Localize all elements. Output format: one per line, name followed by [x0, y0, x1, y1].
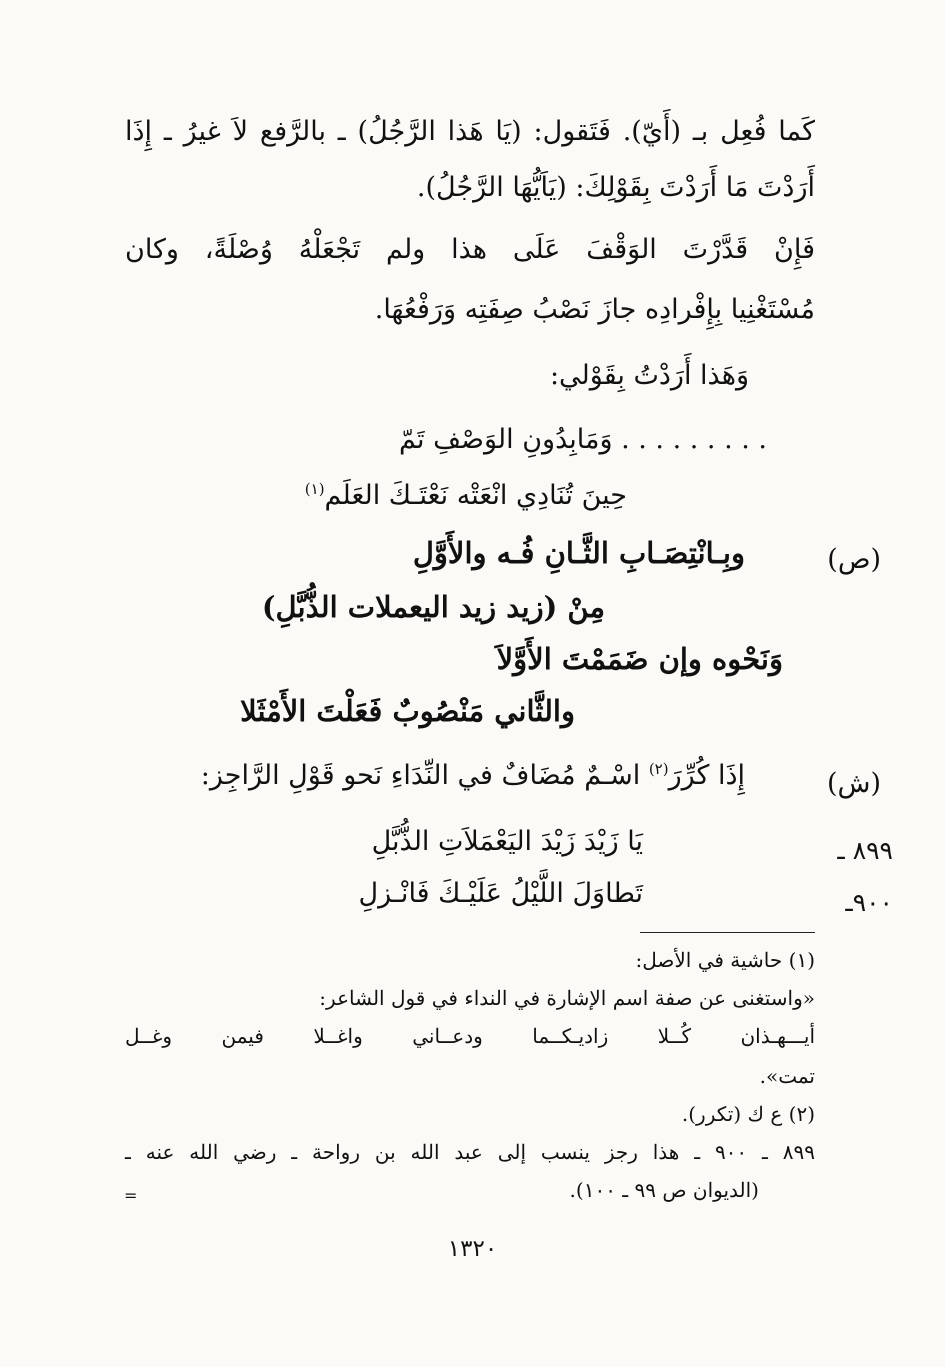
page-number: ١٣٢٠ [447, 1236, 498, 1262]
footnote-1-line-1: «واستغنى عن صفة اسم الإشارة في النداء في قول الشاعر: [319, 986, 815, 1010]
footnote-ref-2: (٢) [648, 760, 669, 778]
footnote-1-end: تمت». [759, 1064, 815, 1088]
quoted-verse-second [305, 480, 627, 511]
sharh-line-1 [201, 760, 745, 791]
paragraph-1-line-1: كَما فُعِل بـ (أَيّ). فَتَقول: (يَا هَذا الرَّجُلُ) ـ بالرَّفع لاَ غيرُ ـ إِذَا [125, 116, 815, 147]
sharh-text-b: اسْـمٌ مُضَافٌ في النِّدَاءِ نَحو قَوْلِ الرَّاجِز: [200, 760, 641, 791]
matn-tag: (ص) [827, 544, 881, 575]
verse-900: تَطاوَلَ اللَّيْلُ عَلَيْـكَ فَانْـزلِ [358, 878, 643, 909]
matn-line-3: وَنَحْوه وإن ضَمَمْتَ الأَوَّلاَ [496, 642, 783, 676]
quoted-verse-first: . . . . . . . . . وَمَابِدُونِ الوَصْفِ تَمّ [399, 424, 767, 455]
sharh-text-a: إِذَا كُرِّرَ [668, 760, 745, 791]
footnote-2: (٢) ع ك (تكرر). [681, 1102, 815, 1126]
paragraph-2-line-1: فَإِنْ قَدَّرْتَ الوَقْفَ عَلَى هذا ولم تَجْعَلْهُ وُصْلَةً، وكان [125, 234, 815, 265]
verse-number-899: ٨٩٩ ـ [837, 836, 893, 865]
paragraph-3: وَهَذا أَرَدْتُ بِقَوْلي: [549, 360, 749, 391]
quoted-verse-text: حِينَ تُنَادِي انْعَتْه نَعْتَـكَ العَلَم [324, 480, 627, 511]
matn-line-1: وبِـانْتِصَـابِ الثَّـانِ فُـه والأَوَّلِ [412, 536, 745, 570]
matn-line-4: والثَّاني مَنْصُوبٌ فَعَلْتَ الأَمْثَلا [240, 694, 575, 728]
matn-line-2: مِنْ (زيد زيد اليعملات الذُّبَّلِ) [261, 590, 605, 624]
footnote-3-line-1: ٨٩٩ ـ ٩٠٠ ـ هذا رجز ينسب إلى عبد الله بن رواحة ـ رضي الله عنه ـ [125, 1140, 815, 1164]
footnote-3-line-2: (الديوان ص ٩٩ ـ ١٠٠). [569, 1178, 759, 1202]
footnote-separator [640, 932, 815, 933]
footnote-1-verse: أيـــهـذان كُــلا زاديـكــما ودعــاني واغــلا فيمن وغــل [125, 1024, 815, 1048]
footnote-ref-1: (١) [304, 480, 325, 498]
sharh-tag: (ش) [826, 768, 881, 799]
verse-899: يَا زَيْدَ زَيْدَ اليَعْمَلاَتِ الذُّبَّلِ [371, 826, 643, 857]
paragraph-1-line-2: أَرَدْتَ مَا أَرَدْتَ بِقَوْلِكَ: (يَاَيُّهَا الرَّجُلُ). [416, 172, 815, 203]
verse-number-900: ٩٠٠ـ [845, 888, 893, 917]
footnote-1-title: (١) حاشية في الأصل: [635, 948, 815, 972]
margin-mark: = [124, 1186, 138, 1205]
paragraph-2-line-2: مُسْتَغْنِيا بِإِفْرادِه جازَ نَصْبُ صِفَتِه وَرَفْعُهَا. [374, 294, 815, 325]
